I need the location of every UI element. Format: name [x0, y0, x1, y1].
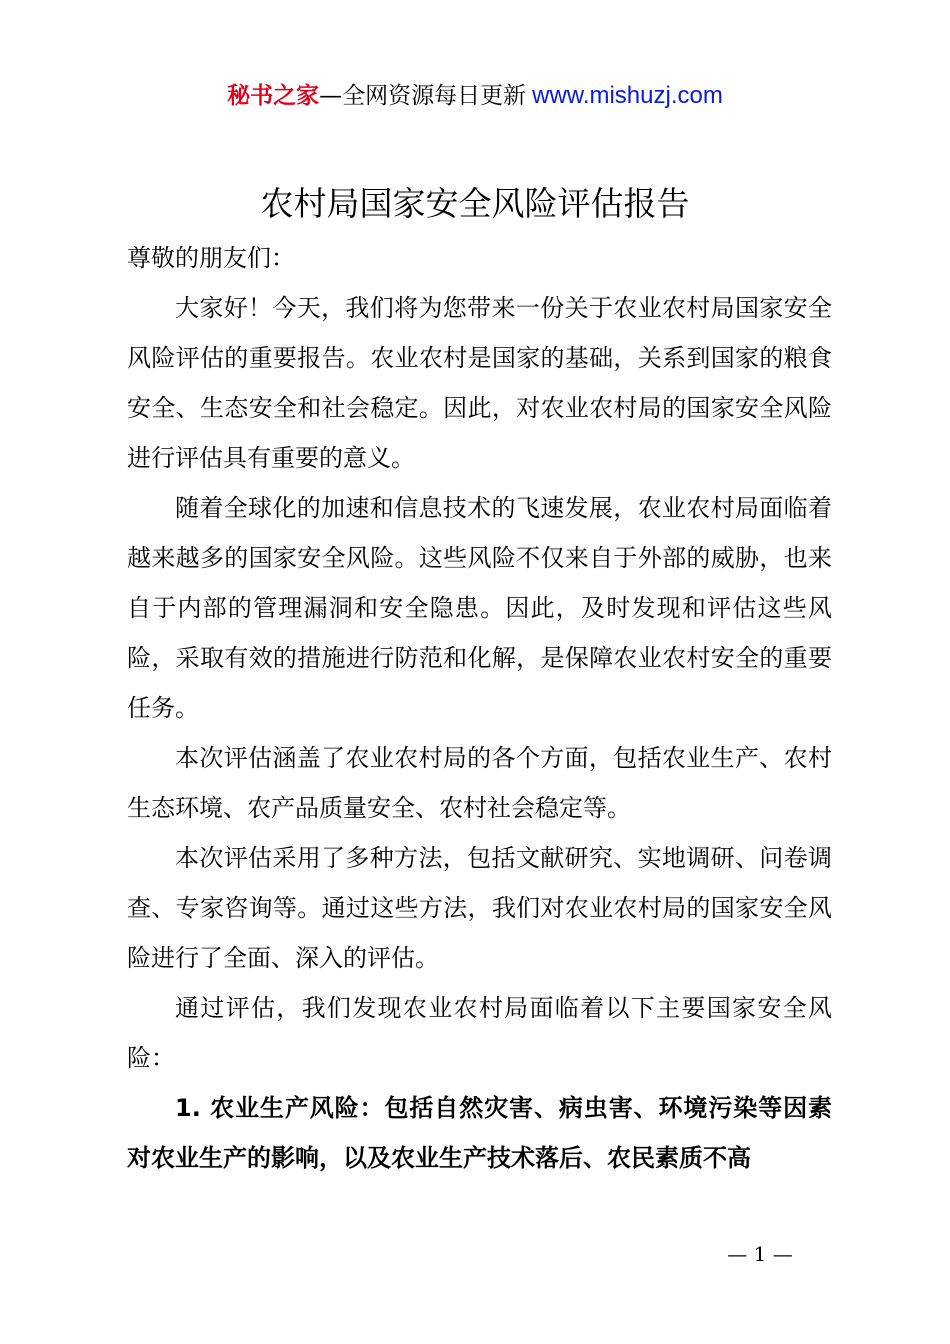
site-url-link[interactable]: www.mishuzj.com	[532, 82, 723, 109]
paragraph: 本次评估采用了多种方法，包括文献研究、实地调研、问卷调查、专家咨询等。通过这些方法，我们对农业农村局的国家安全风险进行了全面、深入的评估。	[127, 844, 832, 972]
paragraph: 大家好！今天，我们将为您带来一份关于农业农村局国家安全风险评估的重要报告。农业农村是国家的基础，关系到国家的粮食安全、生态安全和社会稳定。因此，对农业农村局的国家安全风险进行评估具有重要的意义。	[127, 294, 832, 472]
banner-slogan: —全网资源每日更新	[319, 83, 527, 109]
paragraph: 通过评估，我们发现农业农村局面临着以下主要国家安全风险：	[127, 994, 832, 1072]
document-title: 农村局国家安全风险评估报告	[260, 184, 690, 223]
salutation: 尊敬的朋友们：	[127, 244, 295, 272]
page-number: — 1 —	[727, 1242, 793, 1266]
document-body	[127, 233, 832, 1183]
site-banner	[0, 80, 950, 112]
risk-item-heading: 1. 农业生产风险：包括自然灾害、病虫害、环境污染等因素对农业生产的影响，以及农业生产技术落后、农民素质不高	[127, 1094, 832, 1172]
brand-name: 秘书之家	[227, 83, 320, 109]
paragraph: 本次评估涵盖了农业农村局的各个方面，包括农业生产、农村生态环境、农产品质量安全、农村社会稳定等。	[127, 744, 832, 822]
paragraph: 随着全球化的加速和信息技术的飞速发展，农业农村局面临着越来越多的国家安全风险。这些风险不仅来自于外部的威胁，也来自于内部的管理漏洞和安全隐患。因此，及时发现和评估这些风险，采取有效的措施进行防范和化解，是保障农业农村安全的重要任务。	[127, 494, 832, 722]
